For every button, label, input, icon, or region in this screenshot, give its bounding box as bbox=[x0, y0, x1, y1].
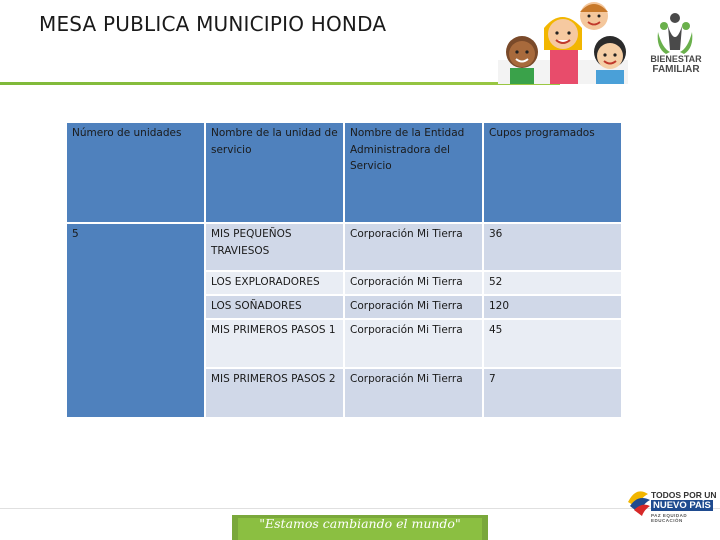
logo-text-line2: FAMILIAR bbox=[652, 64, 700, 75]
children-illustration bbox=[490, 0, 638, 84]
logo-text-line1: BIENESTAR bbox=[650, 54, 702, 64]
header-cell-cupos: Cupos programados bbox=[484, 123, 621, 222]
table-cell-entity: Corporación Mi Tierra bbox=[345, 272, 482, 294]
table-cell-cupos: 36 bbox=[484, 224, 621, 270]
header-cell-units: Número de unidades bbox=[67, 123, 204, 222]
table-cell-cupos: 52 bbox=[484, 272, 621, 294]
footer-divider bbox=[0, 508, 720, 509]
table-cell-unit: MIS PRIMEROS PASOS 2 bbox=[206, 369, 343, 417]
page-title: MESA PUBLICA MUNICIPIO HONDA bbox=[39, 12, 387, 36]
gov-logo-line1: TODOS POR UN bbox=[651, 490, 717, 500]
units-table bbox=[67, 123, 621, 417]
table-cell-cupos: 7 bbox=[484, 369, 621, 417]
gov-logo-line3: PAZ EQUIDAD EDUCACIÓN bbox=[651, 513, 688, 523]
table-cell-unit: MIS PEQUEÑOS TRAVIESOS bbox=[206, 224, 343, 270]
table-cell-entity: Corporación Mi Tierra bbox=[345, 224, 482, 270]
units-count-cell: 5 bbox=[67, 224, 204, 417]
gov-logo-line2: NUEVO PAÍS bbox=[653, 500, 711, 511]
table-cell-unit: MIS PRIMEROS PASOS 1 bbox=[206, 320, 343, 367]
table-cell-cupos: 45 bbox=[484, 320, 621, 367]
header-cell-unit-name: Nombre de la unidad de servicio bbox=[206, 123, 343, 222]
table-cell-unit: LOS SOÑADORES bbox=[206, 296, 343, 318]
table-cell-entity: Corporación Mi Tierra bbox=[345, 369, 482, 417]
header-cell-entity: Nombre de la Entidad Administradora del Servicio bbox=[345, 123, 482, 222]
table-cell-cupos: 120 bbox=[484, 296, 621, 318]
slogan-text: "Estamos cambiando el mundo" bbox=[259, 516, 461, 531]
table-cell-entity: Corporación Mi Tierra bbox=[345, 320, 482, 367]
table-cell-entity: Corporación Mi Tierra bbox=[345, 296, 482, 318]
header-divider bbox=[0, 82, 560, 85]
table-cell-unit: LOS EXPLORADORES bbox=[206, 272, 343, 294]
